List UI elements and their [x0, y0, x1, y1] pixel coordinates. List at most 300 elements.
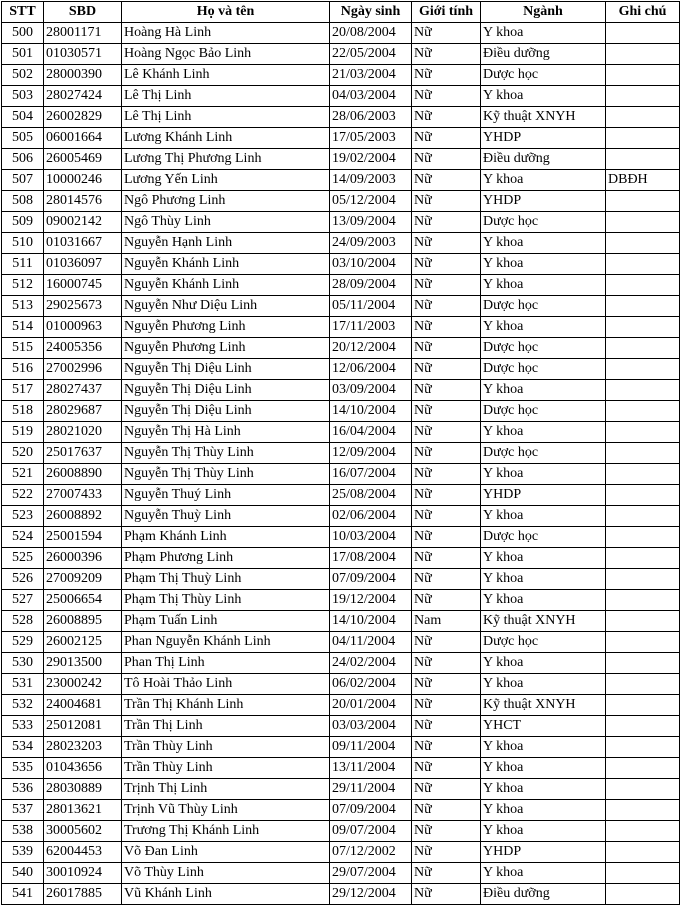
cell-nganh: Dược học — [481, 338, 606, 359]
cell-sbd: 27007433 — [44, 485, 122, 506]
cell-stt: 518 — [2, 401, 44, 422]
cell-stt: 519 — [2, 422, 44, 443]
cell-ngay-sinh: 05/11/2004 — [330, 296, 412, 317]
cell-sbd: 28027424 — [44, 86, 122, 107]
table-row — [2, 695, 680, 716]
cell-sbd: 27009209 — [44, 569, 122, 590]
cell-ngay-sinh: 02/06/2004 — [330, 506, 412, 527]
cell-sbd: 24004681 — [44, 695, 122, 716]
cell-sbd: 30005602 — [44, 821, 122, 842]
cell-sbd: 29013500 — [44, 653, 122, 674]
cell-ho-va-ten: Nguyễn Phương Linh — [122, 338, 330, 359]
header-ghi-chu: Ghi chú — [606, 2, 680, 23]
cell-ghi-chu — [606, 527, 680, 548]
cell-stt: 516 — [2, 359, 44, 380]
cell-stt: 541 — [2, 884, 44, 905]
cell-nganh: Kỹ thuật XNYH — [481, 611, 606, 632]
cell-ho-va-ten: Trần Thùy Linh — [122, 758, 330, 779]
cell-sbd: 25001594 — [44, 527, 122, 548]
table-row — [2, 296, 680, 317]
cell-nganh: Y khoa — [481, 422, 606, 443]
cell-stt: 535 — [2, 758, 44, 779]
cell-ho-va-ten: Nguyễn Hạnh Linh — [122, 233, 330, 254]
cell-gioi-tinh: Nữ — [412, 65, 481, 86]
cell-sbd: 09002142 — [44, 212, 122, 233]
cell-ghi-chu — [606, 296, 680, 317]
cell-stt: 500 — [2, 23, 44, 44]
cell-stt: 538 — [2, 821, 44, 842]
cell-nganh: Y khoa — [481, 506, 606, 527]
cell-sbd: 28001171 — [44, 23, 122, 44]
table-row — [2, 254, 680, 275]
cell-ghi-chu — [606, 632, 680, 653]
cell-sbd: 26002829 — [44, 107, 122, 128]
cell-stt: 521 — [2, 464, 44, 485]
cell-nganh: Dược học — [481, 296, 606, 317]
table-row — [2, 443, 680, 464]
cell-ho-va-ten: Trịnh Thị Linh — [122, 779, 330, 800]
cell-nganh: Dược học — [481, 212, 606, 233]
header-ho-va-ten: Họ và tên — [122, 2, 330, 23]
cell-sbd: 28029687 — [44, 401, 122, 422]
cell-ngay-sinh: 17/11/2003 — [330, 317, 412, 338]
cell-gioi-tinh: Nữ — [412, 107, 481, 128]
cell-sbd: 01043656 — [44, 758, 122, 779]
header-ngay-sinh: Ngày sinh — [330, 2, 412, 23]
table-row — [2, 842, 680, 863]
cell-sbd: 28021020 — [44, 422, 122, 443]
cell-ngay-sinh: 17/08/2004 — [330, 548, 412, 569]
cell-nganh: Điều dưỡng — [481, 44, 606, 65]
table-row — [2, 275, 680, 296]
cell-stt: 514 — [2, 317, 44, 338]
cell-stt: 517 — [2, 380, 44, 401]
cell-gioi-tinh: Nữ — [412, 527, 481, 548]
cell-nganh: Y khoa — [481, 863, 606, 884]
table-header-row — [2, 2, 680, 23]
cell-sbd: 10000246 — [44, 170, 122, 191]
cell-ghi-chu — [606, 611, 680, 632]
cell-ghi-chu — [606, 65, 680, 86]
cell-gioi-tinh: Nữ — [412, 254, 481, 275]
cell-gioi-tinh: Nữ — [412, 338, 481, 359]
cell-nganh: Y khoa — [481, 569, 606, 590]
cell-sbd: 29025673 — [44, 296, 122, 317]
cell-gioi-tinh: Nữ — [412, 821, 481, 842]
cell-ngay-sinh: 24/02/2004 — [330, 653, 412, 674]
cell-ghi-chu — [606, 548, 680, 569]
cell-ngay-sinh: 25/08/2004 — [330, 485, 412, 506]
cell-gioi-tinh: Nữ — [412, 191, 481, 212]
cell-gioi-tinh: Nữ — [412, 170, 481, 191]
cell-ho-va-ten: Phạm Khánh Linh — [122, 527, 330, 548]
cell-ngay-sinh: 21/03/2004 — [330, 65, 412, 86]
cell-sbd: 27002996 — [44, 359, 122, 380]
cell-sbd: 25012081 — [44, 716, 122, 737]
cell-stt: 502 — [2, 65, 44, 86]
cell-ho-va-ten: Ngô Thùy Linh — [122, 212, 330, 233]
cell-nganh: Dược học — [481, 359, 606, 380]
cell-ghi-chu — [606, 359, 680, 380]
table-row — [2, 170, 680, 191]
cell-sbd: 23000242 — [44, 674, 122, 695]
table-row — [2, 86, 680, 107]
cell-gioi-tinh: Nữ — [412, 149, 481, 170]
cell-ho-va-ten: Lê Thị Linh — [122, 107, 330, 128]
cell-ho-va-ten: Nguyễn Phương Linh — [122, 317, 330, 338]
cell-ghi-chu — [606, 422, 680, 443]
cell-ngay-sinh: 13/09/2004 — [330, 212, 412, 233]
cell-sbd: 28030889 — [44, 779, 122, 800]
cell-stt: 526 — [2, 569, 44, 590]
cell-ngay-sinh: 05/12/2004 — [330, 191, 412, 212]
cell-nganh: Kỹ thuật XNYH — [481, 107, 606, 128]
cell-ghi-chu: DBĐH — [606, 170, 680, 191]
cell-ghi-chu — [606, 821, 680, 842]
cell-gioi-tinh: Nữ — [412, 863, 481, 884]
cell-gioi-tinh: Nữ — [412, 569, 481, 590]
cell-ghi-chu — [606, 254, 680, 275]
cell-ngay-sinh: 22/05/2004 — [330, 44, 412, 65]
cell-ho-va-ten: Lương Khánh Linh — [122, 128, 330, 149]
cell-ghi-chu — [606, 443, 680, 464]
cell-nganh: Y khoa — [481, 779, 606, 800]
cell-stt: 525 — [2, 548, 44, 569]
table-row — [2, 821, 680, 842]
cell-gioi-tinh: Nữ — [412, 506, 481, 527]
cell-ngay-sinh: 12/06/2004 — [330, 359, 412, 380]
cell-sbd: 24005356 — [44, 338, 122, 359]
cell-ghi-chu — [606, 653, 680, 674]
cell-ngay-sinh: 03/10/2004 — [330, 254, 412, 275]
cell-ghi-chu — [606, 107, 680, 128]
cell-ngay-sinh: 06/02/2004 — [330, 674, 412, 695]
cell-ngay-sinh: 19/12/2004 — [330, 590, 412, 611]
cell-stt: 503 — [2, 86, 44, 107]
cell-sbd: 01036097 — [44, 254, 122, 275]
cell-stt: 539 — [2, 842, 44, 863]
cell-ngay-sinh: 07/12/2002 — [330, 842, 412, 863]
table-row — [2, 338, 680, 359]
cell-stt: 534 — [2, 737, 44, 758]
table-row — [2, 44, 680, 65]
cell-ngay-sinh: 07/09/2004 — [330, 569, 412, 590]
table-row — [2, 149, 680, 170]
cell-ho-va-ten: Lương Thị Phương Linh — [122, 149, 330, 170]
cell-ho-va-ten: Nguyễn Khánh Linh — [122, 275, 330, 296]
cell-gioi-tinh: Nữ — [412, 296, 481, 317]
table-row — [2, 884, 680, 905]
cell-ghi-chu — [606, 737, 680, 758]
cell-gioi-tinh: Nữ — [412, 653, 481, 674]
cell-ho-va-ten: Ngô Phương Linh — [122, 191, 330, 212]
cell-ghi-chu — [606, 485, 680, 506]
header-sbd: SBD — [44, 2, 122, 23]
cell-nganh: Kỹ thuật XNYH — [481, 695, 606, 716]
table-row — [2, 590, 680, 611]
cell-ho-va-ten: Nguyễn Thuỳ Linh — [122, 506, 330, 527]
cell-stt: 530 — [2, 653, 44, 674]
cell-ho-va-ten: Lương Yến Linh — [122, 170, 330, 191]
cell-ghi-chu — [606, 212, 680, 233]
cell-gioi-tinh: Nữ — [412, 44, 481, 65]
cell-ngay-sinh: 03/03/2004 — [330, 716, 412, 737]
cell-nganh: Y khoa — [481, 170, 606, 191]
cell-sbd: 01000963 — [44, 317, 122, 338]
cell-ghi-chu — [606, 191, 680, 212]
cell-gioi-tinh: Nữ — [412, 317, 481, 338]
cell-ho-va-ten: Nguyễn Thị Diệu Linh — [122, 401, 330, 422]
cell-sbd: 28013621 — [44, 800, 122, 821]
cell-sbd: 28023203 — [44, 737, 122, 758]
cell-gioi-tinh: Nữ — [412, 380, 481, 401]
cell-ho-va-ten: Trần Thùy Linh — [122, 737, 330, 758]
cell-ngay-sinh: 20/01/2004 — [330, 695, 412, 716]
cell-nganh: Y khoa — [481, 23, 606, 44]
table-row — [2, 359, 680, 380]
cell-sbd: 26000396 — [44, 548, 122, 569]
table-row — [2, 212, 680, 233]
cell-ho-va-ten: Nguyễn Thị Diệu Linh — [122, 380, 330, 401]
cell-ho-va-ten: Trần Thị Linh — [122, 716, 330, 737]
table-row — [2, 23, 680, 44]
cell-gioi-tinh: Nữ — [412, 23, 481, 44]
cell-nganh: Y khoa — [481, 548, 606, 569]
cell-nganh: YHDP — [481, 191, 606, 212]
cell-ho-va-ten: Phạm Thị Thuỳ Linh — [122, 569, 330, 590]
cell-stt: 520 — [2, 443, 44, 464]
cell-ho-va-ten: Trịnh Vũ Thùy Linh — [122, 800, 330, 821]
cell-ghi-chu — [606, 695, 680, 716]
cell-ngay-sinh: 17/05/2003 — [330, 128, 412, 149]
cell-nganh: Y khoa — [481, 758, 606, 779]
cell-nganh: YHDP — [481, 842, 606, 863]
cell-sbd: 16000745 — [44, 275, 122, 296]
cell-stt: 508 — [2, 191, 44, 212]
cell-gioi-tinh: Nữ — [412, 737, 481, 758]
cell-ngay-sinh: 28/06/2003 — [330, 107, 412, 128]
table-row — [2, 506, 680, 527]
cell-nganh: Y khoa — [481, 674, 606, 695]
cell-stt: 501 — [2, 44, 44, 65]
cell-gioi-tinh: Nữ — [412, 779, 481, 800]
cell-ngay-sinh: 29/07/2004 — [330, 863, 412, 884]
cell-nganh: Y khoa — [481, 737, 606, 758]
table-row — [2, 758, 680, 779]
table-row — [2, 632, 680, 653]
table-row — [2, 107, 680, 128]
cell-gioi-tinh: Nữ — [412, 590, 481, 611]
cell-ghi-chu — [606, 233, 680, 254]
table-row — [2, 233, 680, 254]
cell-ngay-sinh: 09/07/2004 — [330, 821, 412, 842]
cell-ghi-chu — [606, 863, 680, 884]
cell-ho-va-ten: Tô Hoài Thảo Linh — [122, 674, 330, 695]
cell-ho-va-ten: Nguyễn Thị Hà Linh — [122, 422, 330, 443]
cell-stt: 511 — [2, 254, 44, 275]
cell-gioi-tinh: Nữ — [412, 884, 481, 905]
cell-ho-va-ten: Phan Nguyễn Khánh Linh — [122, 632, 330, 653]
cell-ghi-chu — [606, 44, 680, 65]
table-row — [2, 380, 680, 401]
cell-stt: 512 — [2, 275, 44, 296]
cell-ho-va-ten: Hoàng Ngọc Bảo Linh — [122, 44, 330, 65]
table-row — [2, 653, 680, 674]
cell-nganh: Y khoa — [481, 590, 606, 611]
cell-nganh: Y khoa — [481, 821, 606, 842]
cell-ghi-chu — [606, 275, 680, 296]
cell-gioi-tinh: Nữ — [412, 422, 481, 443]
cell-gioi-tinh: Nữ — [412, 359, 481, 380]
cell-nganh: Y khoa — [481, 86, 606, 107]
table-row — [2, 737, 680, 758]
student-list-table — [1, 1, 680, 905]
cell-ho-va-ten: Nguyễn Khánh Linh — [122, 254, 330, 275]
cell-ngay-sinh: 03/09/2004 — [330, 380, 412, 401]
cell-ghi-chu — [606, 464, 680, 485]
table-row — [2, 401, 680, 422]
cell-gioi-tinh: Nữ — [412, 674, 481, 695]
cell-stt: 528 — [2, 611, 44, 632]
cell-ho-va-ten: Nguyễn Thuý Linh — [122, 485, 330, 506]
cell-nganh: Dược học — [481, 401, 606, 422]
cell-stt: 509 — [2, 212, 44, 233]
cell-ghi-chu — [606, 380, 680, 401]
table-row — [2, 611, 680, 632]
cell-ghi-chu — [606, 779, 680, 800]
cell-nganh: Điều dưỡng — [481, 149, 606, 170]
cell-stt: 513 — [2, 296, 44, 317]
cell-sbd: 28000390 — [44, 65, 122, 86]
cell-gioi-tinh: Nữ — [412, 464, 481, 485]
cell-ghi-chu — [606, 317, 680, 338]
cell-ngay-sinh: 13/11/2004 — [330, 758, 412, 779]
cell-ho-va-ten: Phạm Tuấn Linh — [122, 611, 330, 632]
cell-ho-va-ten: Hoàng Hà Linh — [122, 23, 330, 44]
cell-gioi-tinh: Nam — [412, 611, 481, 632]
cell-ho-va-ten: Phạm Phương Linh — [122, 548, 330, 569]
table-row — [2, 863, 680, 884]
cell-ghi-chu — [606, 149, 680, 170]
cell-ngay-sinh: 10/03/2004 — [330, 527, 412, 548]
cell-sbd: 28014576 — [44, 191, 122, 212]
table-row — [2, 464, 680, 485]
cell-stt: 515 — [2, 338, 44, 359]
cell-sbd: 01030571 — [44, 44, 122, 65]
cell-ghi-chu — [606, 338, 680, 359]
cell-ngay-sinh: 14/09/2003 — [330, 170, 412, 191]
cell-stt: 533 — [2, 716, 44, 737]
cell-stt: 504 — [2, 107, 44, 128]
cell-nganh: Y khoa — [481, 233, 606, 254]
cell-sbd: 01031667 — [44, 233, 122, 254]
cell-ghi-chu — [606, 401, 680, 422]
cell-ngay-sinh: 14/10/2004 — [330, 611, 412, 632]
cell-gioi-tinh: Nữ — [412, 758, 481, 779]
cell-sbd: 26008892 — [44, 506, 122, 527]
cell-ngay-sinh: 16/07/2004 — [330, 464, 412, 485]
cell-ho-va-ten: Nguyễn Thị Thùy Linh — [122, 464, 330, 485]
header-gioi-tinh: Giới tính — [412, 2, 481, 23]
cell-gioi-tinh: Nữ — [412, 716, 481, 737]
cell-ho-va-ten: Vũ Khánh Linh — [122, 884, 330, 905]
cell-nganh: Y khoa — [481, 254, 606, 275]
cell-ngay-sinh: 20/12/2004 — [330, 338, 412, 359]
cell-gioi-tinh: Nữ — [412, 275, 481, 296]
cell-nganh: YHDP — [481, 128, 606, 149]
cell-ngay-sinh: 04/11/2004 — [330, 632, 412, 653]
cell-ngay-sinh: 19/02/2004 — [330, 149, 412, 170]
cell-nganh: Dược học — [481, 65, 606, 86]
cell-nganh: Y khoa — [481, 380, 606, 401]
cell-ghi-chu — [606, 884, 680, 905]
cell-ngay-sinh: 14/10/2004 — [330, 401, 412, 422]
cell-nganh: Y khoa — [481, 800, 606, 821]
cell-sbd: 26002125 — [44, 632, 122, 653]
cell-ghi-chu — [606, 86, 680, 107]
cell-stt: 540 — [2, 863, 44, 884]
cell-ghi-chu — [606, 506, 680, 527]
cell-ngay-sinh: 29/12/2004 — [330, 884, 412, 905]
cell-sbd: 30010924 — [44, 863, 122, 884]
cell-ghi-chu — [606, 569, 680, 590]
cell-ghi-chu — [606, 716, 680, 737]
table-row — [2, 422, 680, 443]
cell-nganh: YHCT — [481, 716, 606, 737]
cell-sbd: 26005469 — [44, 149, 122, 170]
cell-gioi-tinh: Nữ — [412, 212, 481, 233]
cell-stt: 527 — [2, 590, 44, 611]
cell-gioi-tinh: Nữ — [412, 548, 481, 569]
cell-ngay-sinh: 29/11/2004 — [330, 779, 412, 800]
table-body — [2, 23, 680, 905]
cell-nganh: Dược học — [481, 632, 606, 653]
cell-gioi-tinh: Nữ — [412, 128, 481, 149]
cell-nganh: Y khoa — [481, 275, 606, 296]
cell-stt: 536 — [2, 779, 44, 800]
cell-sbd: 06001664 — [44, 128, 122, 149]
cell-ho-va-ten: Phạm Thị Thùy Linh — [122, 590, 330, 611]
table-row — [2, 716, 680, 737]
cell-ghi-chu — [606, 23, 680, 44]
cell-ho-va-ten: Phan Thị Linh — [122, 653, 330, 674]
cell-sbd: 28027437 — [44, 380, 122, 401]
cell-stt: 510 — [2, 233, 44, 254]
cell-ngay-sinh: 20/08/2004 — [330, 23, 412, 44]
cell-nganh: Dược học — [481, 443, 606, 464]
cell-sbd: 62004453 — [44, 842, 122, 863]
cell-ghi-chu — [606, 758, 680, 779]
cell-nganh: YHDP — [481, 485, 606, 506]
cell-ghi-chu — [606, 842, 680, 863]
cell-gioi-tinh: Nữ — [412, 695, 481, 716]
cell-ngay-sinh: 09/11/2004 — [330, 737, 412, 758]
table-row — [2, 674, 680, 695]
cell-gioi-tinh: Nữ — [412, 842, 481, 863]
cell-ho-va-ten: Võ Thùy Linh — [122, 863, 330, 884]
cell-stt: 532 — [2, 695, 44, 716]
cell-ho-va-ten: Võ Đan Linh — [122, 842, 330, 863]
cell-sbd: 26008895 — [44, 611, 122, 632]
table-row — [2, 800, 680, 821]
cell-stt: 507 — [2, 170, 44, 191]
cell-nganh: Dược học — [481, 527, 606, 548]
table-row — [2, 65, 680, 86]
cell-stt: 524 — [2, 527, 44, 548]
cell-stt: 531 — [2, 674, 44, 695]
cell-gioi-tinh: Nữ — [412, 401, 481, 422]
cell-ngay-sinh: 12/09/2004 — [330, 443, 412, 464]
